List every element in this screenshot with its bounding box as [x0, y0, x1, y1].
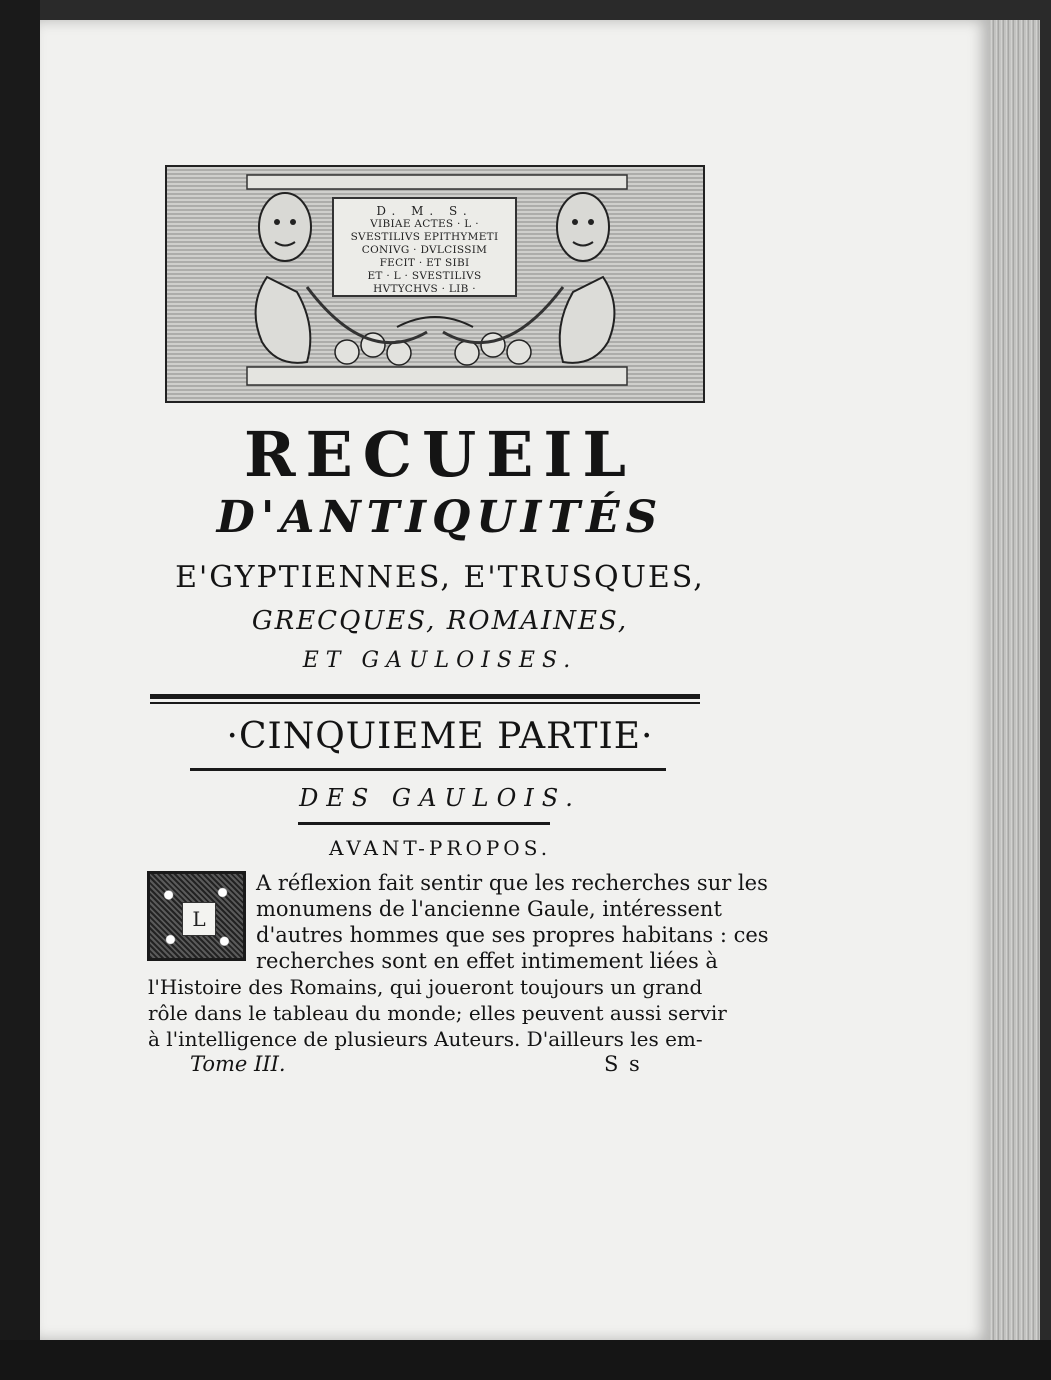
title-antiquites: D'ANTIQUITÉS	[216, 492, 664, 543]
section-title: AVANT-PROPOS.	[328, 836, 552, 860]
title-gauloises: ET GAULOISES.	[302, 648, 578, 673]
inscription-line: ET · L · SVESTILIVS	[367, 270, 482, 282]
title-recueil: RECUEIL	[243, 418, 637, 491]
body-line: monumens de l'ancienne Gaule, intéressent	[256, 897, 722, 921]
decorated-initial	[147, 871, 246, 961]
inscription-line: VIBIAE ACTES · L ·	[370, 218, 479, 230]
title-egyptiennes: E'GYPTIENNES, E'TRUSQUES,	[175, 560, 705, 595]
inscription-tablet	[332, 197, 517, 297]
part-heading: ·CINQUIEME PARTIE·	[226, 716, 654, 757]
divider-rule	[190, 768, 666, 771]
inscription-line: HVTYCHVS · LIB ·	[373, 283, 476, 295]
scan-frame-left	[0, 0, 40, 1380]
body-line: à l'intelligence de plusieurs Auteurs. D'ailleurs les em-	[148, 1027, 703, 1051]
engraved-vignette	[165, 165, 705, 403]
volume-label: Tome III.	[190, 1052, 286, 1076]
signature-mark: S s	[604, 1052, 642, 1076]
inscription-line: FECIT · ET SIBI	[379, 257, 470, 269]
body-line: recherches sont en effet intimement liées à	[256, 949, 718, 973]
initial-letter: L	[182, 902, 216, 936]
inscription-line: D. M. S.	[376, 204, 473, 218]
inscription-line: CONIVG · DVLCISSIM	[361, 244, 488, 256]
inscription-line: SVESTILIVS EPITHYMETI	[350, 231, 499, 243]
page-edges	[990, 20, 1040, 1360]
body-line: l'Histoire des Romains, qui joueront toujours un grand	[148, 975, 703, 999]
double-rule-thin	[150, 702, 700, 704]
scan-frame-bottom	[0, 1340, 1051, 1380]
body-line: d'autres hommes que ses propres habitans : ces	[256, 923, 769, 947]
body-line: A réflexion fait sentir que les recherches sur les	[256, 871, 768, 895]
double-rule	[150, 694, 700, 699]
title-grecques: GRECQUES, ROMAINES,	[251, 606, 629, 636]
body-line: rôle dans le tableau du monde; elles peuvent aussi servir	[148, 1001, 727, 1025]
short-rule	[298, 822, 550, 825]
part-subheading: DES GAULOIS.	[299, 784, 581, 812]
